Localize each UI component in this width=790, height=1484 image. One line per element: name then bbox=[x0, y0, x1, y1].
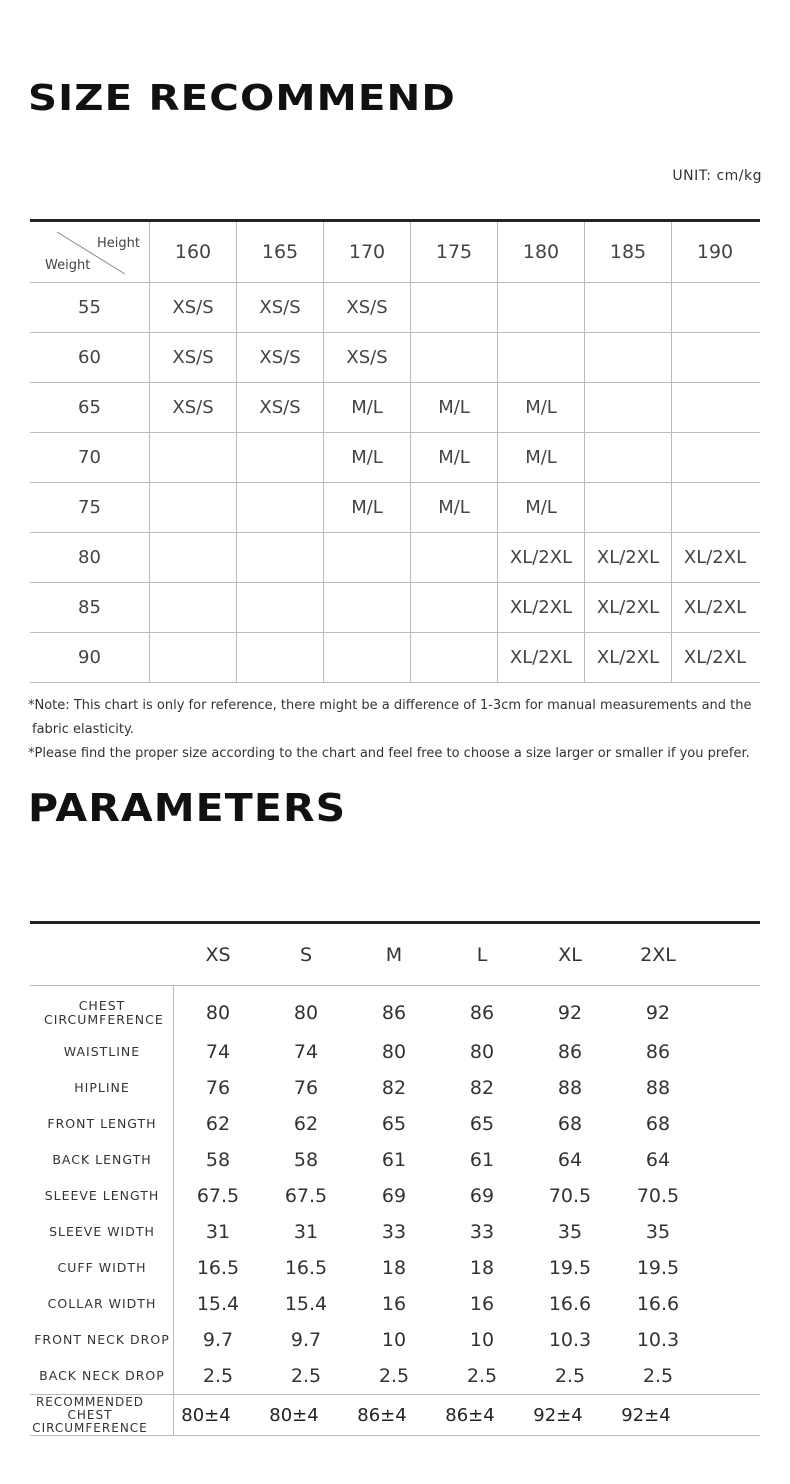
weight-row bbox=[30, 533, 760, 583]
parameter-value: 68 bbox=[557, 1113, 583, 1135]
height-header-cell: 185 bbox=[584, 222, 671, 282]
size-cell: M/L bbox=[410, 483, 497, 532]
height-header-cell: 180 bbox=[497, 222, 584, 282]
size-cell bbox=[584, 333, 671, 382]
parameter-value: 64 bbox=[645, 1149, 671, 1171]
size-cell: XL/2XL bbox=[671, 533, 758, 582]
parameter-value: 9.7 bbox=[202, 1329, 234, 1351]
parameter-value: 61 bbox=[381, 1149, 407, 1171]
parameter-value: 62 bbox=[293, 1113, 319, 1135]
height-header-cell: 160 bbox=[149, 222, 236, 282]
weight-row bbox=[30, 583, 760, 633]
size-cell bbox=[497, 333, 584, 382]
parameter-value: 19.5 bbox=[548, 1257, 592, 1279]
size-cell: XS/S bbox=[236, 383, 323, 432]
parameter-value: 86 bbox=[469, 1002, 495, 1024]
size-header-cell: 2XL bbox=[640, 943, 676, 966]
parameter-value: 18 bbox=[381, 1257, 407, 1279]
recommended-value: 92±4 bbox=[621, 1404, 671, 1426]
parameter-value: 86 bbox=[645, 1041, 671, 1063]
size-cell: M/L bbox=[323, 383, 410, 432]
size-cell: XS/S bbox=[236, 333, 323, 382]
unit-label: UNIT: cm/kg bbox=[672, 168, 762, 184]
weight-cell: 65 bbox=[78, 397, 101, 418]
size-cell: XS/S bbox=[149, 333, 236, 382]
parameter-label: HIPLINE bbox=[74, 1080, 130, 1095]
parameter-value: 80 bbox=[205, 1002, 231, 1024]
size-cell bbox=[497, 283, 584, 332]
note-proper-size: *Please find the proper size according to the chart and feel free to choose a size larger or smaller if you prefer. bbox=[28, 746, 750, 761]
parameter-value: 76 bbox=[293, 1077, 319, 1099]
parameter-label: CHEST CIRCUMFERENCE bbox=[44, 998, 164, 1027]
parameter-value: 16.6 bbox=[636, 1293, 680, 1315]
parameter-value: 92 bbox=[645, 1002, 671, 1024]
parameter-value: 19.5 bbox=[636, 1257, 680, 1279]
parameter-value: 15.4 bbox=[196, 1293, 240, 1315]
weight-cell: 70 bbox=[78, 447, 101, 468]
parameter-value: 67.5 bbox=[284, 1185, 328, 1207]
parameter-row bbox=[30, 1214, 760, 1250]
size-cell bbox=[236, 583, 323, 632]
parameter-label: BACK LENGTH bbox=[52, 1152, 152, 1167]
parameter-value: 58 bbox=[205, 1149, 231, 1171]
size-cell: XL/2XL bbox=[671, 633, 758, 682]
height-header-cell: 175 bbox=[410, 222, 497, 282]
parameters-table bbox=[30, 921, 760, 1436]
parameter-value: 10.3 bbox=[636, 1329, 680, 1351]
parameter-value: 74 bbox=[205, 1041, 231, 1063]
height-header-cell: 165 bbox=[236, 222, 323, 282]
size-cell: M/L bbox=[497, 383, 584, 432]
parameter-row bbox=[30, 1070, 760, 1106]
parameter-value: 88 bbox=[645, 1077, 671, 1099]
parameter-row bbox=[30, 1034, 760, 1070]
weight-cell: 90 bbox=[78, 647, 101, 668]
size-cell: XS/S bbox=[149, 283, 236, 332]
size-header-row bbox=[30, 924, 760, 986]
parameter-label: FRONT LENGTH bbox=[47, 1116, 157, 1131]
size-cell bbox=[323, 533, 410, 582]
parameter-value: 88 bbox=[557, 1077, 583, 1099]
note-reference-cont: fabric elasticity. bbox=[32, 722, 134, 737]
recommended-row bbox=[30, 1394, 760, 1435]
size-cell: XL/2XL bbox=[497, 583, 584, 632]
parameter-label: FRONT NECK DROP bbox=[34, 1332, 170, 1347]
parameter-value: 2.5 bbox=[202, 1365, 234, 1387]
parameter-value: 86 bbox=[381, 1002, 407, 1024]
size-recommend-body bbox=[30, 283, 760, 683]
parameter-value: 18 bbox=[469, 1257, 495, 1279]
recommended-value: 86±4 bbox=[357, 1404, 407, 1426]
parameters-body bbox=[30, 986, 760, 1436]
size-cell: XS/S bbox=[149, 383, 236, 432]
parameter-label: CUFF WIDTH bbox=[57, 1260, 147, 1275]
diagonal-divider bbox=[30, 222, 149, 282]
parameter-value: 16.5 bbox=[284, 1257, 328, 1279]
parameter-label: COLLAR WIDTH bbox=[47, 1296, 157, 1311]
weight-row bbox=[30, 333, 760, 383]
parameter-value: 82 bbox=[469, 1077, 495, 1099]
parameter-value: 31 bbox=[205, 1221, 231, 1243]
size-cell bbox=[410, 333, 497, 382]
size-cell: XS/S bbox=[236, 283, 323, 332]
parameter-value: 65 bbox=[381, 1113, 407, 1135]
note-reference: *Note: This chart is only for reference, there might be a difference of 1-3cm for manual measurements and the bbox=[28, 698, 752, 713]
parameter-value: 10.3 bbox=[548, 1329, 592, 1351]
size-cell bbox=[671, 383, 758, 432]
size-cell bbox=[671, 283, 758, 332]
parameter-value: 35 bbox=[645, 1221, 671, 1243]
parameter-label: SLEEVE WIDTH bbox=[49, 1224, 155, 1239]
weight-cell: 55 bbox=[78, 297, 101, 318]
size-cell: M/L bbox=[497, 483, 584, 532]
notes bbox=[28, 694, 768, 766]
parameter-row bbox=[30, 1142, 760, 1178]
parameter-value: 76 bbox=[205, 1077, 231, 1099]
size-header-cell: XS bbox=[205, 943, 231, 966]
weight-row bbox=[30, 483, 760, 533]
parameter-value: 82 bbox=[381, 1077, 407, 1099]
size-header-cell: M bbox=[385, 943, 403, 966]
parameter-value: 31 bbox=[293, 1221, 319, 1243]
size-cell bbox=[584, 433, 671, 482]
recommended-label: RECOMMENDED CHEST CIRCUMFERENCE bbox=[32, 1394, 148, 1435]
size-cell bbox=[584, 483, 671, 532]
size-cell bbox=[410, 283, 497, 332]
size-cell: XL/2XL bbox=[584, 533, 671, 582]
size-recommend-title: SIZE RECOMMEND bbox=[28, 78, 456, 119]
parameter-row bbox=[30, 1322, 760, 1358]
size-cell: XL/2XL bbox=[497, 533, 584, 582]
parameter-value: 2.5 bbox=[642, 1365, 674, 1387]
size-cell bbox=[410, 583, 497, 632]
size-cell bbox=[236, 433, 323, 482]
parameter-row bbox=[30, 1286, 760, 1322]
parameter-value: 67.5 bbox=[196, 1185, 240, 1207]
parameter-value: 15.4 bbox=[284, 1293, 328, 1315]
parameter-value: 2.5 bbox=[554, 1365, 586, 1387]
size-cell bbox=[410, 533, 497, 582]
recommended-value: 92±4 bbox=[533, 1404, 583, 1426]
parameter-value: 70.5 bbox=[548, 1185, 592, 1207]
parameter-value: 64 bbox=[557, 1149, 583, 1171]
size-cell bbox=[323, 583, 410, 632]
size-header-cell: XL bbox=[558, 943, 582, 966]
parameter-label: SLEEVE LENGTH bbox=[44, 1188, 160, 1203]
weight-cell: 60 bbox=[78, 347, 101, 368]
size-cell bbox=[236, 483, 323, 532]
parameter-value: 35 bbox=[557, 1221, 583, 1243]
size-cell bbox=[149, 583, 236, 632]
height-header-cell: 190 bbox=[671, 222, 758, 282]
parameter-value: 74 bbox=[293, 1041, 319, 1063]
recommended-value: 80±4 bbox=[269, 1404, 319, 1426]
size-cell bbox=[149, 533, 236, 582]
size-header-cell: S bbox=[299, 943, 313, 966]
parameter-value: 2.5 bbox=[290, 1365, 322, 1387]
parameter-value: 10 bbox=[469, 1329, 495, 1351]
parameter-value: 62 bbox=[205, 1113, 231, 1135]
parameter-row bbox=[30, 1106, 760, 1142]
parameter-value: 80 bbox=[469, 1041, 495, 1063]
weight-cell: 75 bbox=[78, 497, 101, 518]
parameter-value: 16 bbox=[469, 1293, 495, 1315]
size-cell bbox=[671, 433, 758, 482]
parameter-value: 80 bbox=[293, 1002, 319, 1024]
weight-row bbox=[30, 283, 760, 333]
weight-row bbox=[30, 383, 760, 433]
size-cell: XS/S bbox=[323, 333, 410, 382]
height-header-cell: 170 bbox=[323, 222, 410, 282]
parameter-label: WAISTLINE bbox=[63, 1044, 141, 1059]
parameter-row bbox=[30, 986, 760, 1034]
parameters-title: PARAMETERS bbox=[28, 786, 347, 830]
size-cell bbox=[671, 483, 758, 532]
parameter-rows bbox=[30, 986, 760, 1394]
weight-row bbox=[30, 433, 760, 483]
label-divider bbox=[173, 986, 174, 1435]
recommended-value: 86±4 bbox=[445, 1404, 495, 1426]
parameter-value: 92 bbox=[557, 1002, 583, 1024]
parameter-value: 16.5 bbox=[196, 1257, 240, 1279]
parameter-value: 33 bbox=[469, 1221, 495, 1243]
parameter-label: BACK NECK DROP bbox=[39, 1368, 165, 1383]
parameter-value: 61 bbox=[469, 1149, 495, 1171]
parameter-value: 2.5 bbox=[466, 1365, 498, 1387]
size-cell: XL/2XL bbox=[671, 583, 758, 632]
size-cell: XL/2XL bbox=[584, 583, 671, 632]
parameter-value: 10 bbox=[381, 1329, 407, 1351]
size-cell: M/L bbox=[323, 483, 410, 532]
size-cell bbox=[236, 533, 323, 582]
parameter-row bbox=[30, 1250, 760, 1286]
size-cell bbox=[149, 483, 236, 532]
size-cell bbox=[410, 633, 497, 682]
parameter-value: 2.5 bbox=[378, 1365, 410, 1387]
size-cell bbox=[149, 633, 236, 682]
parameter-value: 69 bbox=[381, 1185, 407, 1207]
size-cell bbox=[323, 633, 410, 682]
size-cell bbox=[584, 283, 671, 332]
size-cell: XL/2XL bbox=[497, 633, 584, 682]
size-recommend-table bbox=[30, 219, 760, 683]
parameter-value: 65 bbox=[469, 1113, 495, 1135]
parameter-value: 16 bbox=[381, 1293, 407, 1315]
size-cell: M/L bbox=[497, 433, 584, 482]
parameter-value: 70.5 bbox=[636, 1185, 680, 1207]
corner-weight-label: Weight bbox=[45, 258, 91, 273]
weight-row bbox=[30, 633, 760, 683]
height-header-row bbox=[30, 222, 760, 283]
size-cell: M/L bbox=[410, 433, 497, 482]
size-cell: XL/2XL bbox=[584, 633, 671, 682]
parameter-value: 80 bbox=[381, 1041, 407, 1063]
corner-height-label: Height bbox=[97, 236, 140, 251]
recommended-value: 80±4 bbox=[181, 1404, 231, 1426]
weight-cell: 85 bbox=[78, 597, 101, 618]
parameter-row bbox=[30, 1178, 760, 1214]
weight-cell: 80 bbox=[78, 547, 101, 568]
corner-cell bbox=[30, 222, 149, 282]
parameter-value: 69 bbox=[469, 1185, 495, 1207]
size-cell bbox=[236, 633, 323, 682]
parameter-value: 33 bbox=[381, 1221, 407, 1243]
size-cell: XS/S bbox=[323, 283, 410, 332]
parameter-row bbox=[30, 1358, 760, 1394]
size-header-cell: L bbox=[476, 943, 488, 966]
size-cell bbox=[671, 333, 758, 382]
size-cell: M/L bbox=[410, 383, 497, 432]
size-cell bbox=[584, 383, 671, 432]
parameter-value: 58 bbox=[293, 1149, 319, 1171]
parameter-value: 86 bbox=[557, 1041, 583, 1063]
parameter-value: 16.6 bbox=[548, 1293, 592, 1315]
parameter-value: 9.7 bbox=[290, 1329, 322, 1351]
size-cell: M/L bbox=[323, 433, 410, 482]
parameter-value: 68 bbox=[645, 1113, 671, 1135]
size-cell bbox=[149, 433, 236, 482]
